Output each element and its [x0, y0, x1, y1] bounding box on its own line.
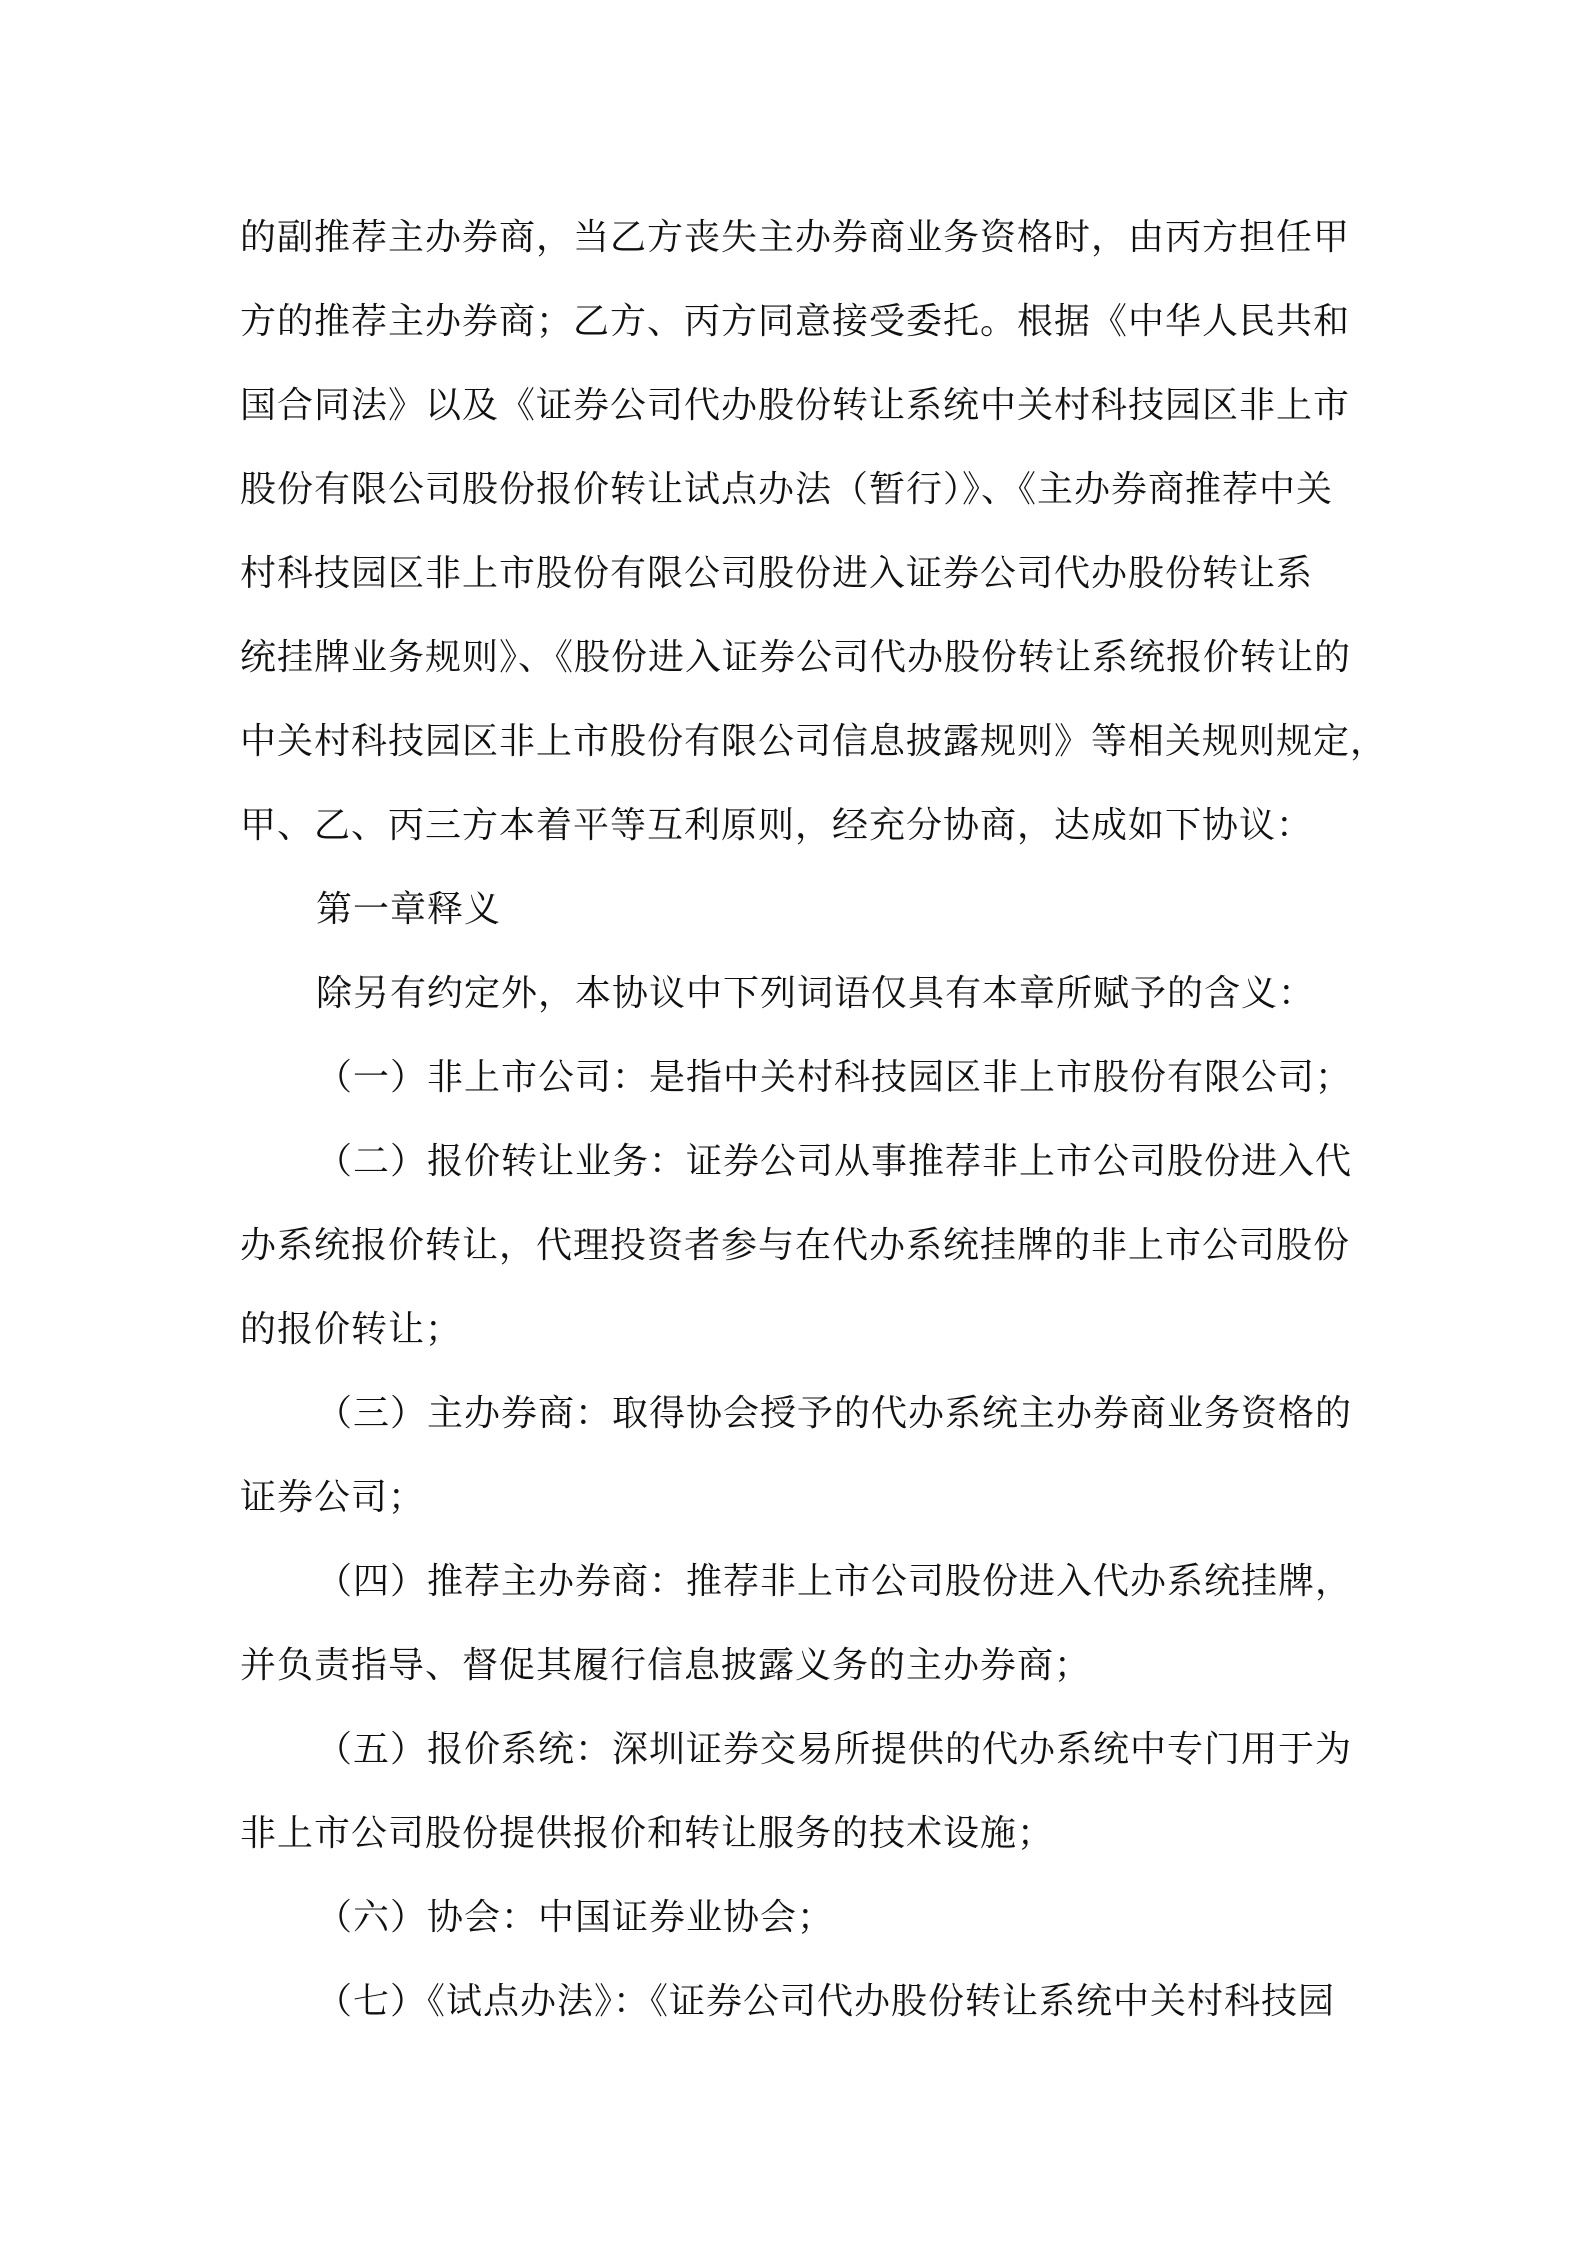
- paragraph-line-8: 甲、乙、丙三方本着平等互利原则，经充分协商，达成如下协议：: [240, 805, 1314, 846]
- definition-item-2: （二）报价转让业务：证券公司从事推荐非上市公司股份进入代: [316, 1141, 1353, 1182]
- definition-item-6: （六）协会：中国证券业协会；: [316, 1897, 835, 1938]
- definition-item-2-cont-2: 的报价转让；: [240, 1309, 463, 1350]
- definition-item-4-cont: 并负责指导、督促其履行信息披露义务的主办券商；: [240, 1645, 1092, 1686]
- definition-item-3: （三）主办券商：取得协会授予的代办系统主办券商业务资格的: [316, 1393, 1353, 1434]
- definition-item-4: （四）推荐主办券商：推荐非上市公司股份进入代办系统挂牌，: [316, 1561, 1353, 1602]
- paragraph-line-4: 股份有限公司股份报价转让试点办法（暂行）》、《主办券商推荐中关: [240, 469, 1334, 510]
- agreement-body-text: [240, 196, 1388, 2044]
- definition-item-1: （一）非上市公司：是指中关村科技园区非上市股份有限公司；: [316, 1057, 1353, 1098]
- paragraph-line-3: 国合同法》以及《证券公司代办股份转让系统中关村科技园区非上市: [240, 385, 1351, 426]
- paragraph-line-7: 中关村科技园区非上市股份有限公司信息披露规则》等相关规则规定，: [240, 721, 1388, 762]
- chapter-heading: 第一章释义: [316, 889, 502, 930]
- paragraph-line-5: 村科技园区非上市股份有限公司股份进入证券公司代办股份转让系: [240, 553, 1314, 594]
- paragraph-line-6: 统挂牌业务规则》、《股份进入证券公司代办股份转让系统报价转让的: [240, 637, 1352, 678]
- definition-item-5-cont: 非上市公司股份提供报价和转让服务的技术设施；: [240, 1813, 1055, 1854]
- definition-item-3-cont: 证券公司；: [240, 1477, 426, 1518]
- paragraph-line-1: 的副推荐主办券商，当乙方丧失主办券商业务资格时，由丙方担任甲: [240, 217, 1351, 258]
- definition-item-7: （七）《试点办法》：《证券公司代办股份转让系统中关村科技园: [316, 1981, 1336, 2022]
- paragraph-line-2: 方的推荐主办券商；乙方、丙方同意接受委托。根据《中华人民共和: [240, 301, 1351, 342]
- definition-item-5: （五）报价系统：深圳证券交易所提供的代办系统中专门用于为: [316, 1729, 1353, 1770]
- definitions-intro: 除另有约定外，本协议中下列词语仅具有本章所赋予的含义：: [316, 973, 1316, 1014]
- definition-item-2-cont-1: 办系统报价转让，代理投资者参与在代办系统挂牌的非上市公司股份: [240, 1225, 1351, 1266]
